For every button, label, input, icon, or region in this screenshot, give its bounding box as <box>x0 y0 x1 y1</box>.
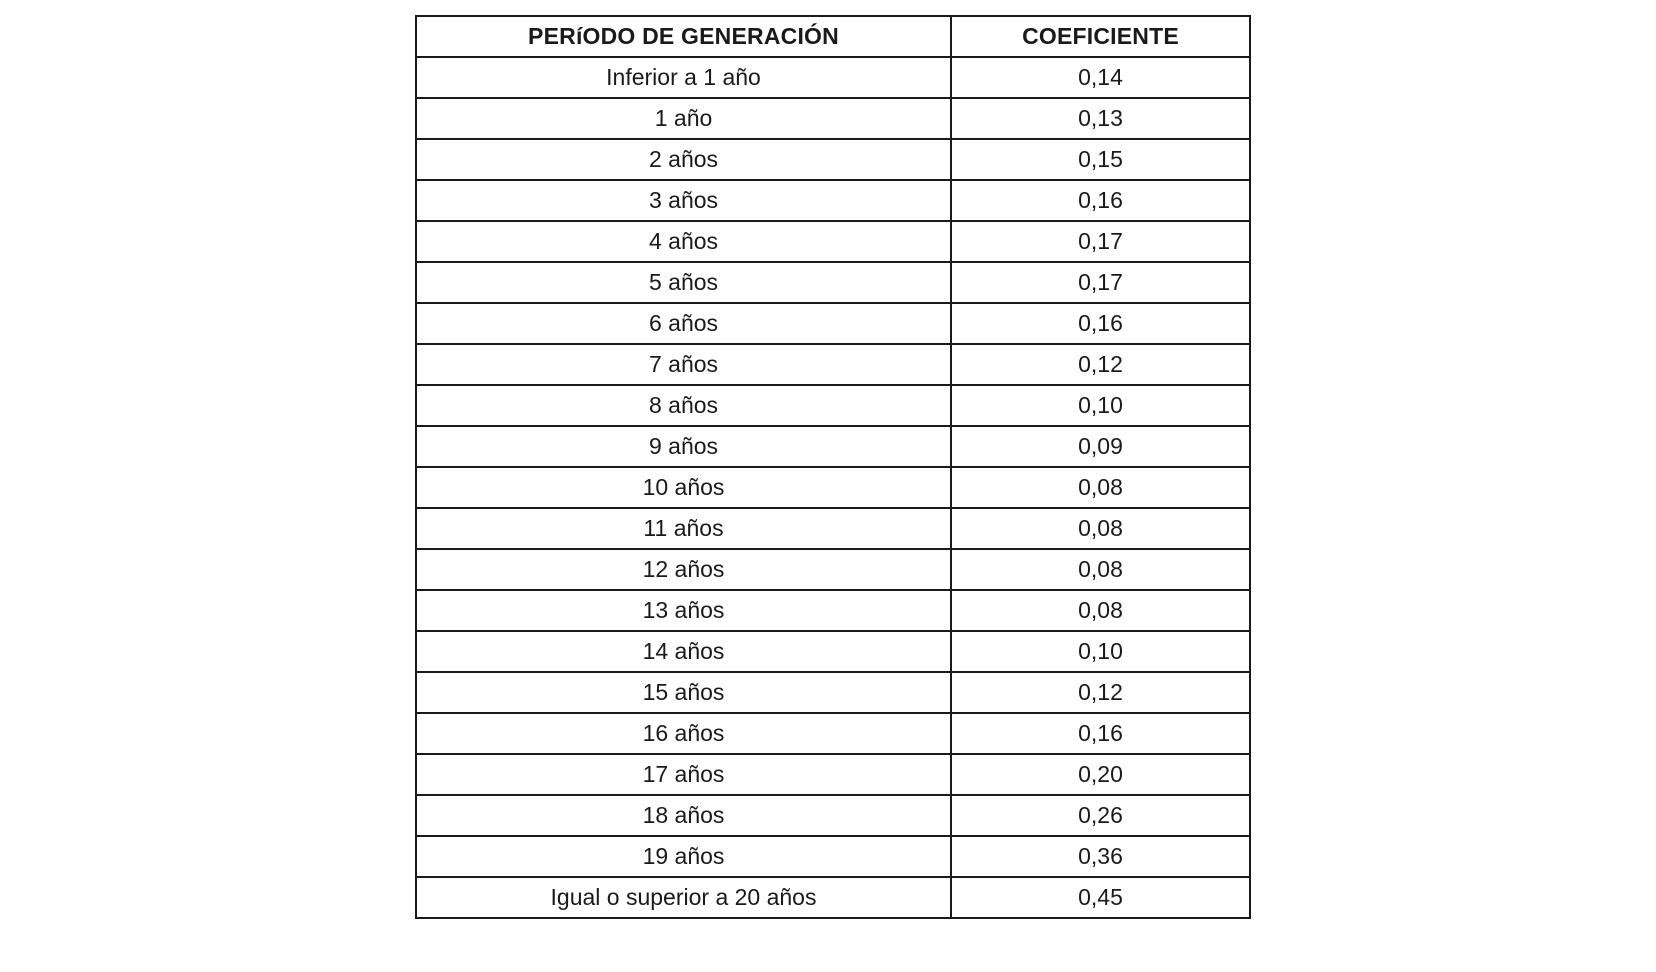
period-cell: 2 años <box>416 139 951 180</box>
table-row <box>416 426 1250 467</box>
period-cell: 14 años <box>416 631 951 672</box>
coefficient-cell: 0,09 <box>951 426 1250 467</box>
period-cell: 1 año <box>416 98 951 139</box>
table-row <box>416 672 1250 713</box>
table-row <box>416 508 1250 549</box>
table-row <box>416 57 1250 98</box>
period-cell: 15 años <box>416 672 951 713</box>
table-row <box>416 631 1250 672</box>
coefficient-cell: 0,12 <box>951 344 1250 385</box>
coefficient-cell: 0,17 <box>951 262 1250 303</box>
table-row <box>416 836 1250 877</box>
coefficient-cell: 0,13 <box>951 98 1250 139</box>
header-coefficient: COEFICIENTE <box>951 16 1250 57</box>
coefficient-cell: 0,15 <box>951 139 1250 180</box>
header-row <box>416 16 1250 57</box>
table-row <box>416 385 1250 426</box>
coefficient-cell: 0,16 <box>951 180 1250 221</box>
coefficient-cell: 0,10 <box>951 385 1250 426</box>
coefficient-cell: 0,20 <box>951 754 1250 795</box>
table-row <box>416 139 1250 180</box>
period-cell: 5 años <box>416 262 951 303</box>
period-cell: 19 años <box>416 836 951 877</box>
coefficient-cell: 0,08 <box>951 467 1250 508</box>
table-header <box>416 16 1250 57</box>
table-row <box>416 795 1250 836</box>
period-cell: 8 años <box>416 385 951 426</box>
period-cell: 17 años <box>416 754 951 795</box>
period-cell: 3 años <box>416 180 951 221</box>
table-row <box>416 262 1250 303</box>
period-cell: 9 años <box>416 426 951 467</box>
coefficient-cell: 0,08 <box>951 590 1250 631</box>
period-cell: 13 años <box>416 590 951 631</box>
period-cell: Inferior a 1 año <box>416 57 951 98</box>
table-row <box>416 877 1250 918</box>
coefficient-cell: 0,12 <box>951 672 1250 713</box>
period-cell: 6 años <box>416 303 951 344</box>
coefficient-cell: 0,16 <box>951 713 1250 754</box>
period-cell: 7 años <box>416 344 951 385</box>
table-row <box>416 303 1250 344</box>
table-row <box>416 98 1250 139</box>
coefficient-cell: 0,26 <box>951 795 1250 836</box>
coefficient-cell: 0,36 <box>951 836 1250 877</box>
header-period: PERíODO DE GENERACIÓN <box>416 16 951 57</box>
coefficient-cell: 0,45 <box>951 877 1250 918</box>
table-row <box>416 221 1250 262</box>
table-row <box>416 180 1250 221</box>
coefficient-cell: 0,14 <box>951 57 1250 98</box>
coefficient-cell: 0,17 <box>951 221 1250 262</box>
period-cell: 4 años <box>416 221 951 262</box>
table-row <box>416 549 1250 590</box>
coefficient-cell: 0,10 <box>951 631 1250 672</box>
period-cell: 18 años <box>416 795 951 836</box>
table-row <box>416 713 1250 754</box>
table-row <box>416 467 1250 508</box>
coefficient-cell: 0,08 <box>951 508 1250 549</box>
period-cell: 10 años <box>416 467 951 508</box>
period-cell: Igual o superior a 20 años <box>416 877 951 918</box>
coefficient-table <box>415 15 1251 919</box>
coefficient-cell: 0,16 <box>951 303 1250 344</box>
period-cell: 16 años <box>416 713 951 754</box>
table-row <box>416 344 1250 385</box>
period-cell: 11 años <box>416 508 951 549</box>
coefficient-cell: 0,08 <box>951 549 1250 590</box>
period-cell: 12 años <box>416 549 951 590</box>
table-row <box>416 590 1250 631</box>
table-row <box>416 754 1250 795</box>
table-body <box>416 57 1250 918</box>
